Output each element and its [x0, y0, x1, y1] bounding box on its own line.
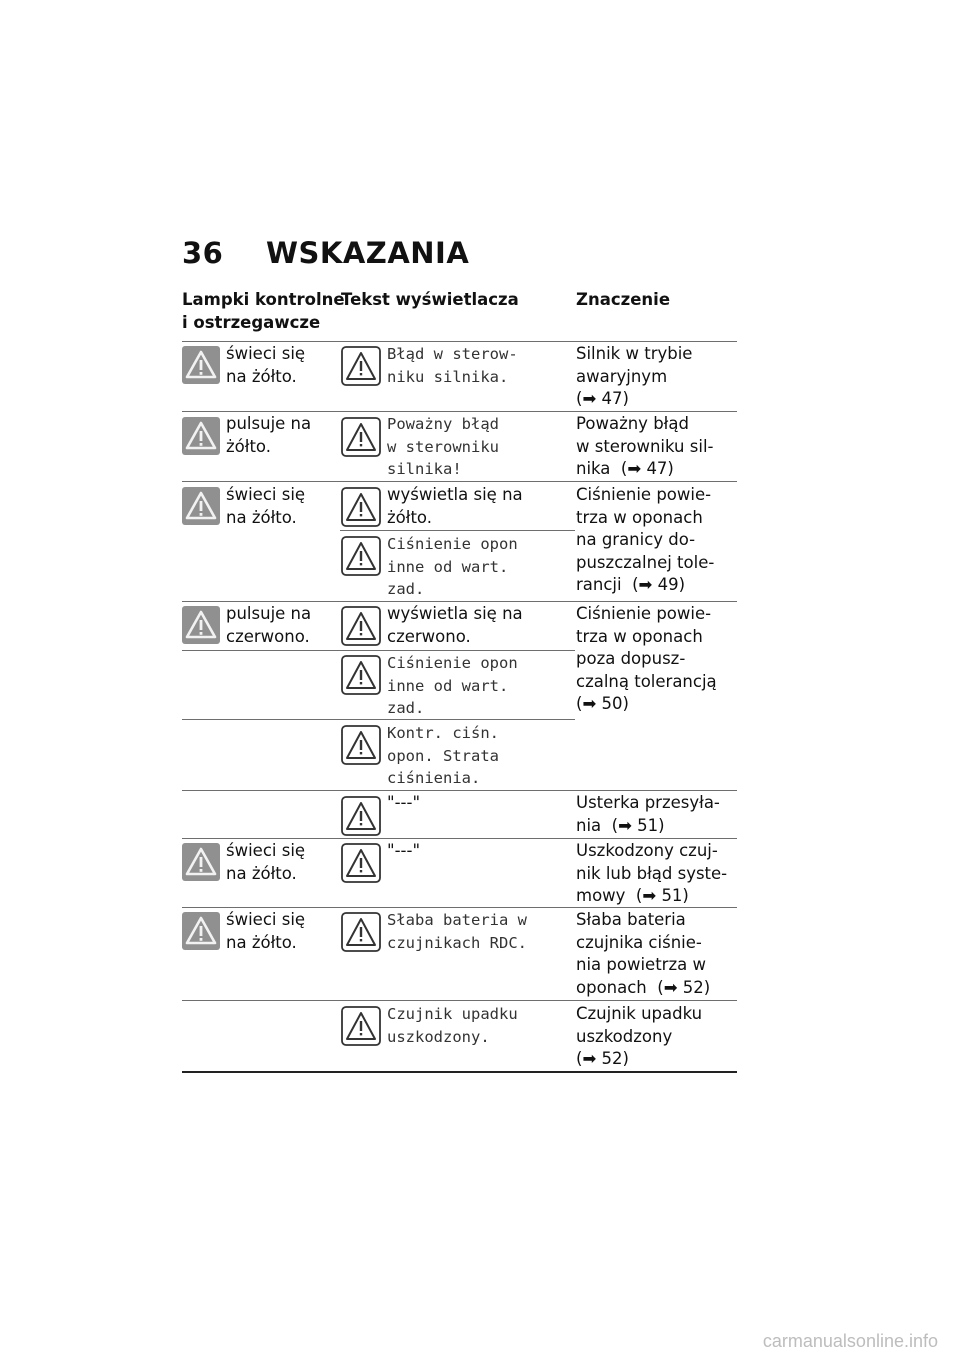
warning-triangle-lamp-icon: [182, 606, 220, 644]
warning-triangle-display-icon: [341, 725, 381, 765]
table-rule: [182, 1000, 737, 1001]
arrow-right-icon: ➡: [638, 575, 653, 594]
meaning-text: Czujnik upadku uszkodzony (➡ 52): [576, 1004, 703, 1068]
lamp-state: świeci się na żółto.: [226, 344, 306, 386]
page-reference: 52): [601, 1049, 629, 1068]
warning-triangle-lamp-icon: [182, 487, 220, 525]
warning-triangle-display-icon: [341, 536, 381, 576]
meaning-text: Ciśnienie powie- trza w oponach poza dopusz- czalną tolerancją (➡ 50): [576, 604, 717, 713]
table-bottom-rule: [182, 1071, 737, 1073]
warning-triangle-lamp-icon: [182, 417, 220, 455]
column-header-display-text: Tekst wyświetlacza: [341, 290, 519, 309]
column-header-lamps: Lampki kontrolne i ostrzegawcze: [182, 290, 345, 332]
lamp-state: świeci się na żółto.: [226, 841, 306, 883]
table-rule: [182, 341, 737, 342]
warning-triangle-display-icon: [341, 655, 381, 695]
page-reference: 51): [661, 886, 689, 905]
display-text: Ciśnienie opon inne od wart. zad.: [387, 535, 518, 598]
display-text: Ciśnienie opon inne od wart. zad.: [387, 654, 518, 717]
display-text: Błąd w sterow- niku silnika.: [387, 345, 518, 386]
page-header: [182, 236, 469, 270]
table-rule: [182, 838, 737, 839]
display-text: Kontr. ciśn. opon. Strata ciśnienia.: [387, 724, 499, 787]
warning-triangle-lamp-icon: [182, 346, 220, 384]
warning-triangle-display-icon: [341, 487, 381, 527]
meaning-text: Usterka przesyła- nia (➡ 51): [576, 793, 720, 835]
lamp-state: pulsuje na żółto.: [226, 414, 312, 456]
page-reference: 49): [657, 575, 686, 594]
display-text: wyświetla się na żółto.: [387, 485, 523, 527]
warning-triangle-lamp-icon: [182, 843, 220, 881]
meaning-text: Ciśnienie powie- trza w oponach na granicy do- puszczalnej tole- rancji (➡ 49): [576, 485, 715, 594]
display-text: "---": [387, 841, 421, 860]
table-rule: [182, 790, 737, 791]
arrow-right-icon: ➡: [582, 1049, 597, 1068]
table-rule: [182, 481, 737, 482]
page-reference: 47): [601, 389, 629, 408]
page-number: 36: [182, 236, 224, 270]
warning-triangle-display-icon: [341, 606, 381, 646]
warning-triangle-display-icon: [341, 417, 381, 457]
arrow-right-icon: ➡: [582, 389, 597, 408]
meaning-text: Słaba bateria czujnika ciśnie- nia powietrza w oponach (➡ 52): [576, 910, 711, 997]
table-rule: [340, 530, 575, 531]
lamp-state: pulsuje na czerwono.: [226, 604, 312, 646]
display-text: Czujnik upadku uszkodzony.: [387, 1005, 518, 1046]
display-text: Poważny błąd w sterowniku silnika!: [387, 415, 499, 478]
display-text: wyświetla się na czerwono.: [387, 604, 523, 646]
meaning-text: Silnik w trybie awaryjnym (➡ 47): [576, 344, 693, 408]
table-rule: [182, 411, 737, 412]
page-reference: 47): [646, 459, 674, 478]
arrow-right-icon: ➡: [618, 815, 632, 835]
section-title: WSKAZANIA: [266, 236, 470, 270]
warning-triangle-display-icon: [341, 912, 381, 952]
warning-triangle-display-icon: [341, 796, 381, 836]
watermark[interactable]: carmanualsonline.info: [762, 1331, 938, 1351]
table-rule: [182, 601, 737, 602]
warning-triangle-display-icon: [341, 843, 381, 883]
arrow-right-icon: ➡: [582, 694, 597, 713]
display-text: "---": [387, 793, 421, 812]
display-text: Słaba bateria w czujnikach RDC.: [387, 911, 527, 952]
warning-triangle-display-icon: [341, 1006, 381, 1046]
table-rule: [182, 650, 575, 651]
arrow-right-icon: ➡: [663, 977, 678, 997]
page-reference: 50): [601, 694, 629, 713]
page-reference: 51): [637, 815, 665, 835]
arrow-right-icon: ➡: [642, 886, 657, 905]
warning-triangle-lamp-icon: [182, 912, 220, 950]
lamp-state: świeci się na żółto.: [226, 485, 306, 527]
lamp-state: świeci się na żółto.: [226, 910, 306, 952]
arrow-right-icon: ➡: [627, 459, 642, 478]
meaning-text: Uszkodzony czuj- nik lub błąd syste- mowy (➡ 51): [576, 841, 728, 905]
page-reference: 52): [682, 977, 711, 997]
column-header-meaning: Znaczenie: [576, 290, 671, 309]
warning-triangle-display-icon: [341, 346, 381, 386]
meaning-text: Poważny błąd w sterowniku sil- nika (➡ 47): [576, 414, 714, 478]
